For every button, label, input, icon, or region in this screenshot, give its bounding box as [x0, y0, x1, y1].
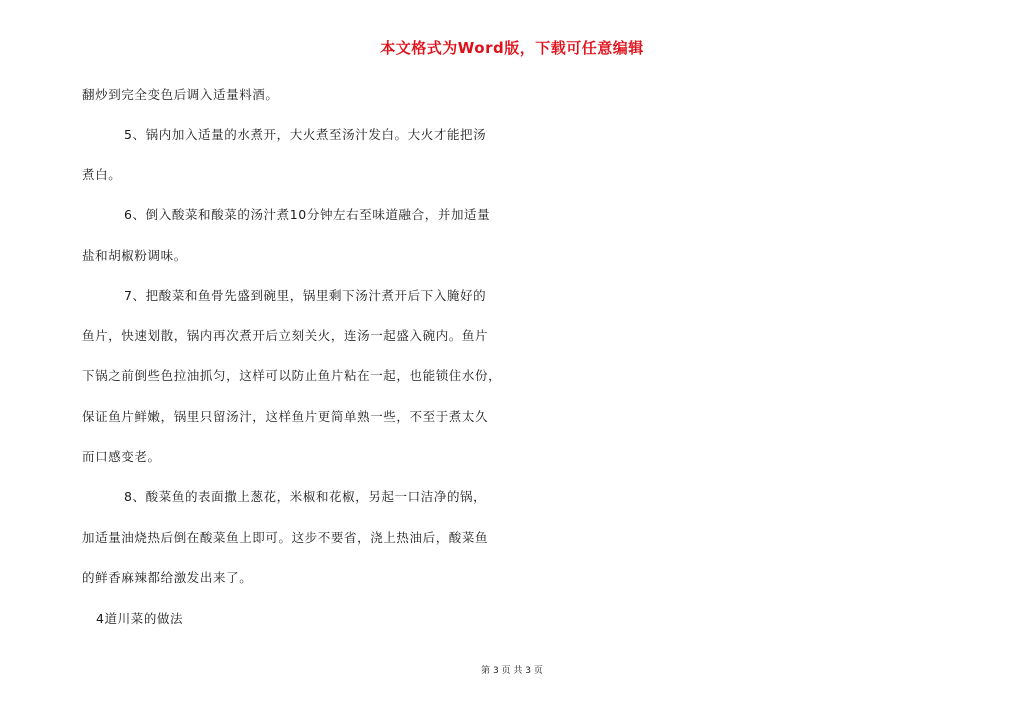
body-line: 盐和胡椒粉调味。: [82, 248, 187, 263]
page-number: 第 3 页 共 3 页: [481, 666, 543, 676]
body-line: 8、酸菜鱼的表面撒上葱花，米椒和花椒，另起一口洁净的锅，: [124, 489, 487, 504]
body-line: 的鲜香麻辣都给激发出来了。: [82, 570, 253, 585]
section-heading: 4道川菜的做法: [96, 611, 184, 626]
body-line: 翻炒到完全变色后调入适量料酒。: [82, 87, 279, 102]
body-line: 7、把酸菜和鱼骨先盛到碗里，锅里剩下汤汁煮开后下入腌好的: [124, 288, 487, 303]
body-line: 5、锅内加入适量的水煮开，大火煮至汤汁发白。大火才能把汤: [124, 127, 487, 142]
document-header: 本文格式为Word版，下载可任意编辑: [380, 39, 644, 57]
body-line: 煮白。: [82, 167, 122, 182]
body-line: 保证鱼片鲜嫩，锅里只留汤汁，这样鱼片更简单熟一些，不至于煮太久: [82, 409, 489, 424]
body-line: 鱼片，快速划散，锅内再次煮开后立刻关火，连汤一起盛入碗内。鱼片: [82, 328, 489, 343]
body-line: 加适量油烧热后倒在酸菜鱼上即可。这步不要省，浇上热油后，酸菜鱼: [82, 530, 489, 545]
body-line: 下锅之前倒些色拉油抓匀，这样可以防止鱼片粘在一起，也能锁住水份，: [82, 368, 502, 383]
body-line: 6、倒入酸菜和酸菜的汤汁煮10分钟左右至味道融合，并加适量: [124, 207, 491, 222]
body-line: 而口感变老。: [82, 449, 161, 464]
